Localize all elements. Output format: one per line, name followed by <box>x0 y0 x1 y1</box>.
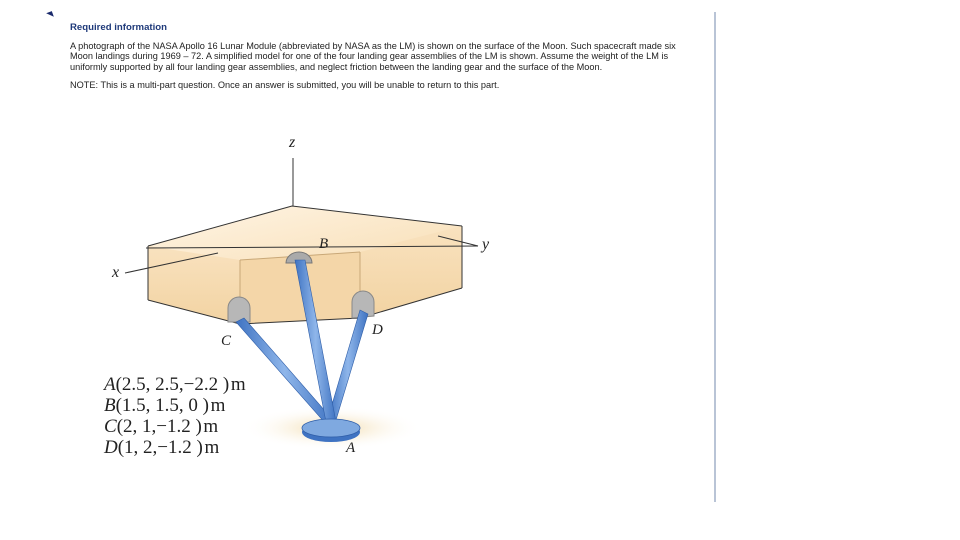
foot-pad-top <box>302 419 360 437</box>
x-axis-label: x <box>112 264 120 281</box>
strut-d <box>328 310 368 420</box>
coordinate-list <box>104 374 246 458</box>
landing-gear-figure <box>90 128 530 488</box>
point-a-label: A <box>346 440 356 456</box>
panel-divider <box>714 12 716 502</box>
y-axis-label: y <box>482 236 490 253</box>
point-c-label: C <box>221 333 232 349</box>
z-axis-label: z <box>289 134 296 151</box>
coordinate-d: D(1, 2,−1.2 ) m <box>104 437 220 458</box>
point-d-label: D <box>372 322 383 338</box>
coordinate-b: B(1.5, 1.5, 0 ) m <box>104 395 226 416</box>
required-info-heading: Required information <box>70 22 168 33</box>
question-paragraph: A photograph of the NASA Apollo 16 Lunar Module (abbreviated by NASA as the LM) is shown on the surface of the Moon. Such spacecraft made six Moon landings during 1969 – 72. A simplified model for one of the four landing gear assemblies of the LM is shown. Assume the weight of the LM is uniformly supported by all four landing gear assemblies, and neglect friction between the landing gear and the surface of the Moon. <box>70 41 676 72</box>
corner-marker-icon <box>46 11 54 19</box>
question-content <box>70 22 690 91</box>
mount-c <box>228 297 250 322</box>
coordinate-a: A(2.5, 2.5,−2.2 ) m <box>104 374 246 395</box>
coordinate-c: C(2, 1,−1.2 ) m <box>104 416 219 437</box>
multipart-note: NOTE: This is a multi-part question. Once an answer is submitted, you will be unable to return to this part. <box>70 80 500 91</box>
point-b-label: B <box>319 236 329 252</box>
